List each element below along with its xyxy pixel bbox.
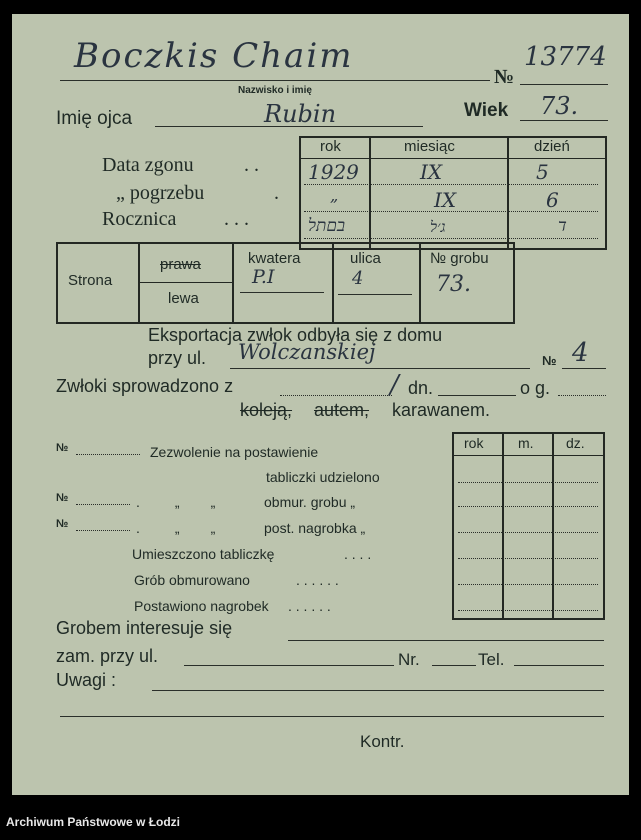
burial-month: IX: [434, 188, 457, 212]
nr-label: Nr.: [398, 650, 420, 669]
anniversary-day: ד: [558, 216, 567, 236]
street-line: [338, 294, 412, 295]
location-col-4: [419, 244, 421, 322]
dn-label: dn.: [408, 378, 434, 398]
grid-row-6: [458, 610, 598, 611]
anniversary-year: בםתל: [308, 216, 346, 236]
tel-line: [514, 665, 604, 666]
right-label: prawa: [160, 256, 201, 273]
remarks-label: Uwagi :: [56, 670, 117, 690]
card-number-handwritten: 13774: [524, 42, 607, 72]
export-no-handwritten: 4: [572, 338, 589, 368]
brought-line: [280, 395, 392, 396]
death-day: 5: [536, 160, 549, 184]
street-value: 4: [352, 268, 364, 289]
remarks-line-1: [152, 690, 604, 691]
address-label: zam. przy ul.: [56, 646, 159, 666]
burial-day: 6: [546, 188, 559, 212]
permit-quote-2: . „ „: [136, 494, 216, 510]
age-handwritten: 73.: [540, 92, 579, 120]
number-symbol: №: [494, 66, 515, 88]
date-death-label: Data zgonu: [102, 154, 194, 176]
brought-value: /: [390, 370, 399, 400]
grid-month: m.: [518, 435, 534, 451]
anniversary-dots: . . .: [224, 208, 249, 230]
placed-plaque: Umieszczono tabliczkę: [132, 546, 275, 562]
quarter-line: [240, 292, 324, 293]
burial-year: „: [330, 186, 339, 205]
control-label: Kontr.: [360, 732, 405, 751]
permit-quote-3: . „ „: [136, 520, 216, 536]
dates-col-divider-1: [369, 136, 371, 248]
dates-row-line-1: [304, 184, 598, 185]
age-line: [520, 120, 608, 121]
location-col-3: [332, 244, 334, 322]
dates-col-divider-2: [507, 136, 509, 248]
nr-line: [432, 665, 476, 666]
dates-row-line-3: [304, 238, 598, 239]
age-label: Wiek: [464, 100, 509, 121]
placed-tomb: Postawiono nagrobek: [134, 598, 269, 614]
grid-row-3: [458, 532, 598, 533]
side-label: Strona: [68, 272, 113, 289]
transport-car: autem,: [314, 400, 370, 420]
registry-card: [12, 14, 629, 795]
permit-no-1: №: [56, 442, 69, 454]
permit-line-3: obmur. grobu „: [264, 494, 356, 510]
placed-tomb-dots: . . . . . .: [288, 598, 331, 614]
export-street-line: [230, 368, 530, 369]
permit-no-3-line: [76, 530, 130, 531]
grid-row-2: [458, 506, 598, 507]
permit-no-2-line: [76, 504, 130, 505]
dn-line: [438, 395, 516, 396]
dates-col-day: dzień: [534, 138, 570, 155]
death-month: IX: [420, 160, 443, 184]
grid-col-1: [502, 432, 504, 618]
father-handwritten: Rubin: [264, 100, 337, 128]
location-col-2: [232, 244, 234, 322]
export-no-line: [562, 368, 606, 369]
walled-grave-dots: . . . . . .: [296, 572, 339, 588]
quarter-value: P.I: [252, 266, 275, 288]
street-label: ulica: [350, 250, 381, 267]
placed-plaque-dots: . . . .: [344, 546, 372, 562]
grid-row-1: [458, 482, 598, 483]
dates-col-year: rok: [320, 138, 341, 155]
father-label: Imię ojca: [56, 108, 133, 129]
permit-line-1: Zezwolenie na postawienie: [150, 444, 319, 460]
burial-dots: .: [274, 182, 279, 204]
grave-label: № grobu: [430, 250, 489, 267]
grid-year: rok: [464, 435, 484, 451]
archive-label: Archiwum Państwowe w Łodzi: [6, 815, 181, 829]
remarks-line-2: [60, 716, 604, 717]
permit-no-3: №: [56, 518, 69, 530]
walled-grave: Grób obmurowano: [134, 572, 250, 588]
permits-grid: [452, 432, 605, 620]
permit-no-2: №: [56, 492, 69, 504]
tel-label: Tel.: [478, 650, 505, 669]
name-caption: Nazwisko i imię: [238, 85, 312, 96]
archive-footer: [0, 798, 641, 840]
anniversary-month: ג׳ל: [430, 218, 446, 236]
og-line: [558, 395, 606, 396]
number-line: [520, 84, 608, 85]
export-street-handwritten: Wolczanskiej: [238, 340, 376, 364]
permit-line-2: tabliczki udzielono: [266, 469, 380, 485]
name-handwritten: Boczkis Chaim: [74, 36, 354, 76]
grid-day: dz.: [566, 435, 585, 451]
transport-railway: koleją,: [240, 400, 293, 420]
name-line: [60, 80, 490, 81]
interested-label: Grobem interesuje się: [56, 618, 233, 638]
export-line-2: przy ul.: [148, 348, 207, 368]
transport-hearse: karawanem.: [392, 400, 491, 420]
burial-label: „ pogrzebu: [116, 182, 205, 204]
permit-no-1-line: [76, 454, 140, 455]
dates-header-divider: [301, 158, 605, 159]
og-label: o g.: [520, 378, 551, 398]
death-year: 1929: [308, 160, 359, 184]
quarter-label: kwatera: [248, 250, 301, 267]
grid-col-2: [552, 432, 554, 618]
export-no-label: №: [542, 353, 557, 368]
left-label: lewa: [168, 290, 199, 307]
grid-row-4: [458, 558, 598, 559]
permit-line-4: post. nagrobka „: [264, 520, 366, 536]
brought-label: Zwłoki sprowadzono z: [56, 376, 234, 396]
interested-line: [288, 640, 604, 641]
anniversary-label: Rocznica: [102, 208, 177, 230]
address-line: [184, 665, 394, 666]
location-col-1: [138, 244, 140, 322]
grid-header-line: [454, 455, 603, 456]
date-death-dots: . .: [244, 154, 259, 176]
export-line-1: Eksportacja zwłok odbyła się z domu: [148, 325, 443, 345]
grave-value: 73.: [436, 272, 471, 297]
side-divider: [140, 282, 232, 283]
grid-row-5: [458, 584, 598, 585]
dates-col-month: miesiąc: [404, 138, 455, 155]
